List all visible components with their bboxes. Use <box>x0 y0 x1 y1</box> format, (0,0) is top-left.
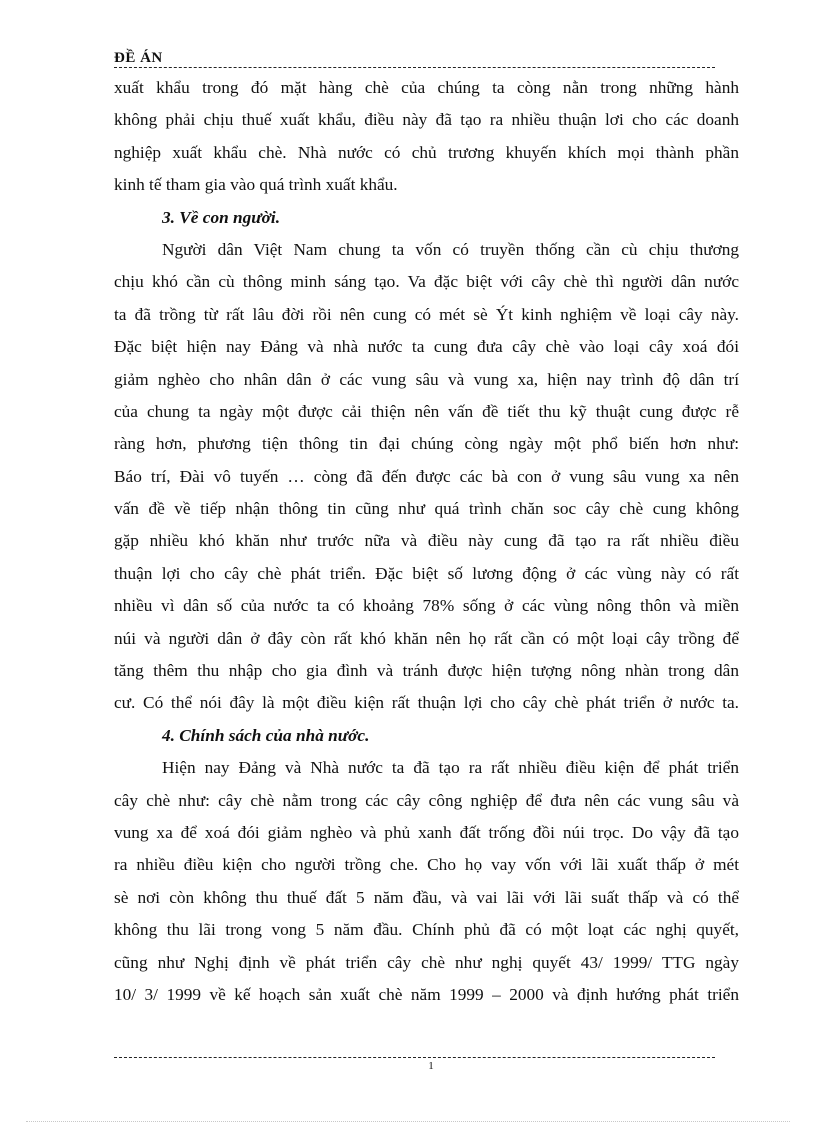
text-line: Báo trí, Đài vô tuyến … còng đã đến được các bà con ở vung sâu vung xa nên <box>114 466 739 486</box>
text-line: của chung ta ngày một được cải thiện nên vấn đề tiết thu kỹ thuật cung được rễ <box>114 401 739 421</box>
text-line: xuất khẩu trong đó mặt hàng chè của chúng ta còng nằn trong những hành <box>114 78 739 97</box>
text-line: ra nhiều điều kiện cho người trồng che. Cho họ vay vốn với lãi xuất thấp ở mét <box>114 855 739 875</box>
text-line: thuận lợi cho cây chè phát triển. Đặc biệt số lương động ở các vùng này có rất <box>114 563 739 583</box>
section-heading: 4. Chính sách của nhà nước. <box>162 725 370 745</box>
text-line: ta đã trồng từ rất lâu đời rồi nên cung có mét sè Ýt kinh nghiệm về loại cây này. <box>114 304 739 324</box>
text-line: nhiều vì dân số của nước ta có khoảng 78% sống ở các vùng nông thôn và miền <box>114 596 739 616</box>
text-line: Đặc biệt hiện nay Đảng và nhà nước ta cung đưa cây chè vào loại cây xoá đói <box>114 337 739 357</box>
page-edge <box>26 1121 790 1122</box>
text-line: sè nơi còn không thu thuế đất 5 năm đầu, và vai lãi với lãi suất thấp và có thể <box>114 887 739 907</box>
text-line: kinh tế tham gia vào quá trình xuất khẩu. <box>114 175 398 195</box>
text-line: ràng hơn, phương tiện thông tin đại chúng còng ngày một phổ biến hơn như: <box>114 434 739 454</box>
text-line: vung xa để xoá đói giảm nghèo và phủ xanh đất trống đồi núi trọc. Do vậy đã tạo <box>114 822 739 842</box>
text-line: Hiện nay Đảng và Nhà nước ta đã tạo ra rất nhiều điều kiện để phát triển <box>162 758 739 778</box>
section-heading: 3. Về con người. <box>162 207 281 227</box>
text-line: cây chè như: cây chè nằm trong các cây công nghiệp để đưa nên các vung sâu và <box>114 790 739 810</box>
text-line: núi và người dân ở đây còn rất khó khăn nên họ rất cần có một loại cây trồng để <box>114 628 739 648</box>
text-line: giảm nghèo cho nhân dân ở các vung sâu và vung xa, hiện nay trình độ dân trí <box>114 369 739 389</box>
text-line: nghiệp xuất khẩu chè. Nhà nước có chủ trương khuyến khích mọi thành phần <box>114 142 739 162</box>
text-line: chịu khó cần cù thông minh sáng tạo. Va đặc biệt với cây chè thì người dân nước <box>114 272 739 292</box>
text-line: cũng như Nghị định về phát triển cây chè như nghị quyết 43/ 1999/ TTG ngày <box>114 952 739 972</box>
text-line: cư. Có thể nói đây là một điều kiện rất thuận lợi cho cây chè phát triển ở nước ta. <box>114 693 739 713</box>
body-text <box>114 72 739 1011</box>
footer-divider <box>114 1057 715 1058</box>
header-title: ĐỀ ÁN <box>114 50 163 66</box>
text-line: không phải chịu thuế xuất khẩu, điều này đã tạo ra nhiều thuận lơi cho các doanh <box>114 110 739 130</box>
header-divider <box>114 67 715 68</box>
text-line: 10/ 3/ 1999 về kế hoạch sản xuất chè năm 1999 – 2000 và định hướng phát triển <box>114 984 739 1004</box>
text-line: không thu lãi trong vong 5 năm đầu. Chính phủ đã có một loạt các nghị quyết, <box>114 920 739 940</box>
text-line: vấn đề về tiếp nhận thông tin cũng như quá trình chăn soc cây chè cung không <box>114 499 739 519</box>
text-line: gặp nhiều khó khăn như trước nữa và điều này cung đã tạo ra rất nhiều điều <box>114 531 739 551</box>
text-line: Người dân Việt Nam chung ta vốn có truyền thống cần cù chịu thương <box>162 239 739 259</box>
text-line: tăng thêm thu nhập cho gia đình và tránh được hiện tượng nông nhàn trong dân <box>114 661 739 681</box>
page-number: 1 <box>428 1060 434 1072</box>
